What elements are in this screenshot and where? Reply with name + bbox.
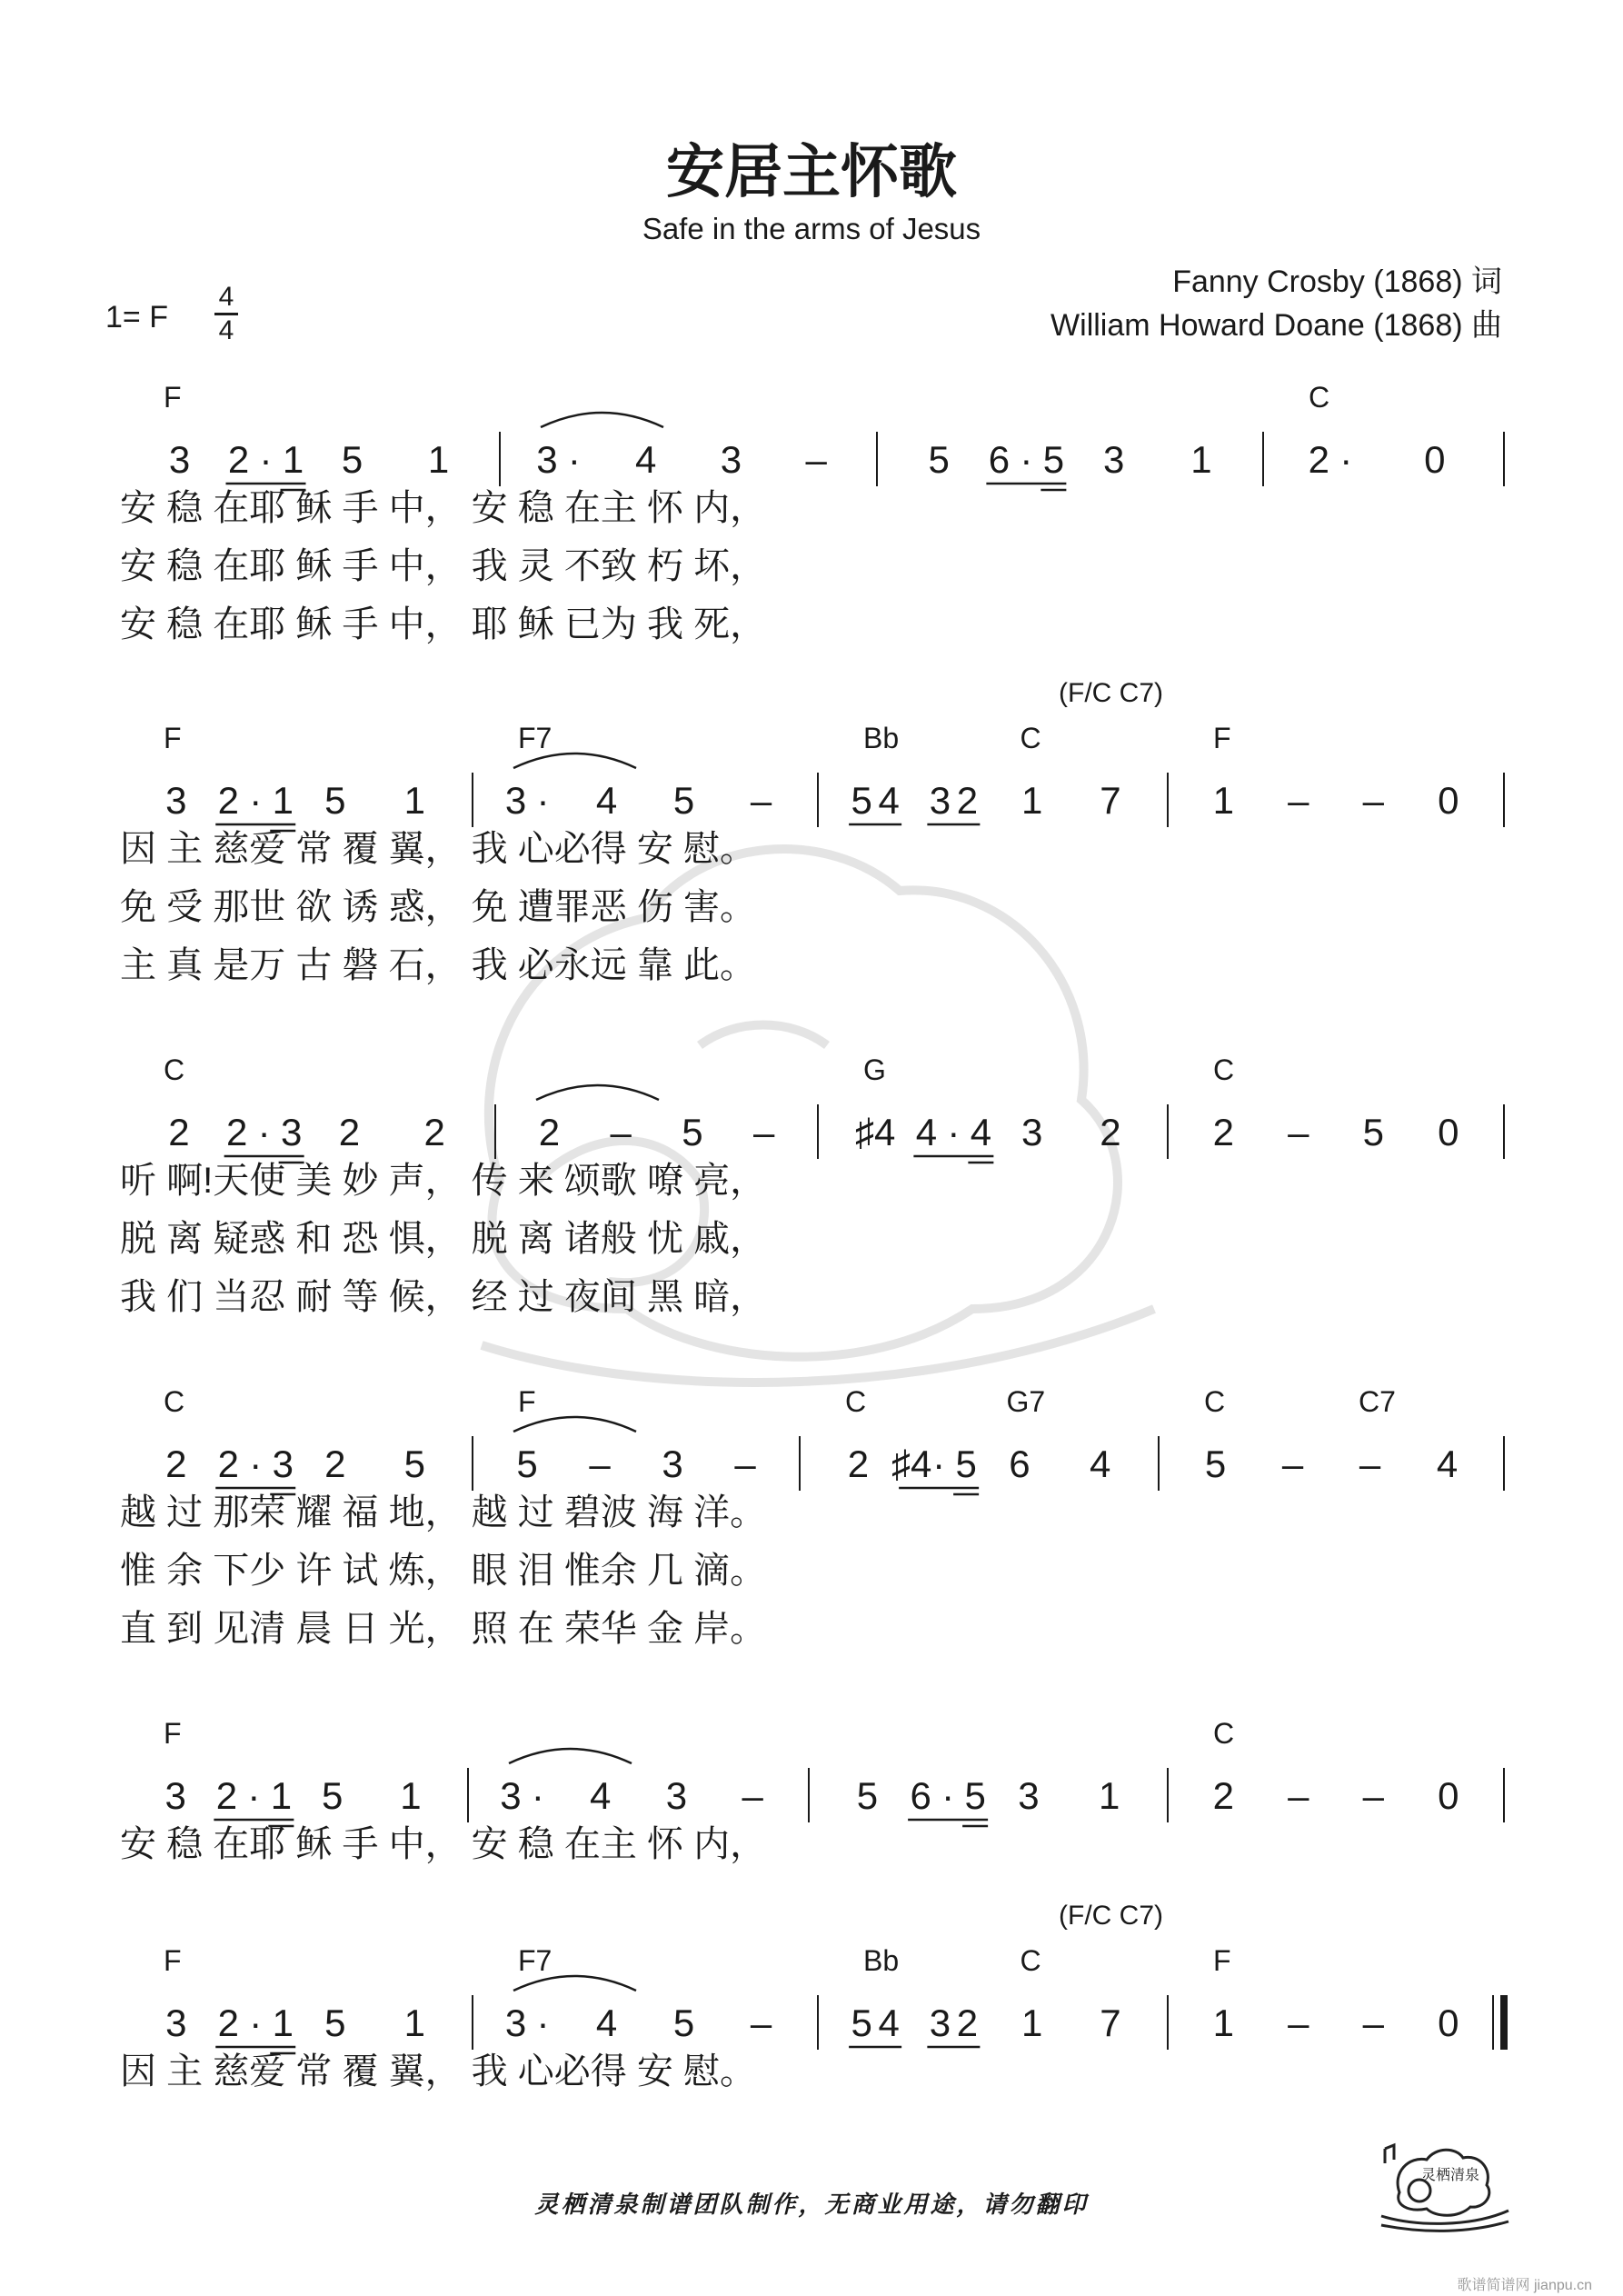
- lyric-line: 越 过 那荣 耀 福 地， 越 过 碧波 海 洋。: [120, 1492, 767, 1532]
- note: 0: [1438, 1111, 1459, 1153]
- chord-symbol: C: [1213, 1053, 1235, 1086]
- note: 3: [168, 438, 191, 481]
- chord-symbol: G: [863, 1053, 886, 1086]
- note: ·: [932, 1442, 946, 1485]
- note: 2: [538, 1111, 561, 1153]
- note: 1: [1212, 2002, 1234, 2044]
- note: –: [1281, 1442, 1304, 1485]
- note: –: [610, 1111, 632, 1153]
- note: –: [742, 1774, 763, 1817]
- note: ·: [941, 1774, 955, 1817]
- note: 2: [165, 1442, 187, 1485]
- chord-symbol: C: [1309, 381, 1330, 414]
- note: ·: [249, 2002, 263, 2044]
- note: 4: [878, 779, 900, 822]
- note: 2: [215, 1774, 238, 1817]
- note: 5: [928, 438, 950, 481]
- note: 5: [964, 1774, 986, 1817]
- note: 2: [1308, 438, 1329, 481]
- note: 3: [720, 438, 742, 481]
- note: ·: [247, 1774, 261, 1817]
- page-subtitle: Safe in the arms of Jesus: [642, 212, 981, 245]
- chord-symbol: Bb: [863, 722, 900, 754]
- note: –: [1359, 1442, 1381, 1485]
- note: 4: [595, 2002, 618, 2044]
- note: 2: [338, 1111, 361, 1153]
- lyric-line: 主 真 是万 古 磐 石， 我 必永远 靠 此。: [120, 945, 757, 985]
- note: ·: [257, 1111, 271, 1153]
- note: 3: [504, 779, 527, 822]
- note: 1: [272, 779, 294, 822]
- note: 1: [282, 438, 304, 481]
- logo-text: 灵栖清泉: [1420, 2166, 1480, 2183]
- note: 3: [504, 2002, 527, 2044]
- note: 7: [1100, 779, 1121, 822]
- note: 1: [272, 2002, 294, 2044]
- note: –: [750, 779, 772, 822]
- note: 5: [1362, 1111, 1384, 1153]
- note: 5: [672, 2002, 695, 2044]
- note: 2: [227, 438, 250, 481]
- note: 5: [1204, 1442, 1227, 1485]
- note: 2: [847, 1442, 870, 1485]
- sheep-logo-icon: [1372, 2136, 1518, 2236]
- note: 1: [1021, 2002, 1043, 2044]
- note: 3: [1021, 1111, 1043, 1153]
- chord-symbol: G7: [1006, 1385, 1046, 1418]
- note: 2: [1100, 1111, 1121, 1153]
- note: ·: [1020, 438, 1033, 481]
- lyric-line: 安 稳 在耶 稣 手 中， 安 稳 在主 怀 内，: [120, 1824, 767, 1864]
- note: ·: [567, 438, 581, 481]
- lyric-line: 我 们 当忍 耐 等 候， 经 过 夜间 黑 暗，: [120, 1277, 767, 1317]
- chord-symbol: C: [1020, 1944, 1041, 1977]
- note: 3: [929, 2002, 951, 2044]
- footer-note: 灵栖清泉制谱团队制作，无商业用途，请勿翻印: [534, 2191, 1089, 2219]
- note: 4: [878, 2002, 900, 2044]
- note: 5: [955, 1442, 977, 1485]
- note: 2: [324, 1442, 346, 1485]
- note: 3: [165, 2002, 187, 2044]
- note: 3: [165, 779, 187, 822]
- note: 5: [321, 1774, 344, 1817]
- note: 3: [665, 1774, 688, 1817]
- final-barline-thick: [1500, 1995, 1508, 2050]
- note: 5: [403, 1442, 425, 1485]
- note: –: [589, 1442, 611, 1485]
- note: 0: [1438, 1774, 1459, 1817]
- note: –: [1288, 1774, 1309, 1817]
- lyric-line: 因 主 慈爱 常 覆 翼， 我 心必得 安 慰。: [120, 2051, 757, 2091]
- note: ·: [249, 1442, 263, 1485]
- note: 5: [851, 2002, 872, 2044]
- note: –: [1362, 1774, 1384, 1817]
- note: 3: [536, 438, 558, 481]
- note: 3: [280, 1111, 303, 1153]
- note: ♯4: [854, 1111, 896, 1153]
- note: ♯4: [891, 1442, 932, 1485]
- lyric-line: 安 稳 在耶 稣 手 中， 安 稳 在主 怀 内，: [120, 488, 767, 528]
- note: 3: [272, 1442, 294, 1485]
- time-sig-bottom: 4: [218, 315, 234, 345]
- note: 4: [970, 1111, 992, 1153]
- chord-symbol: F: [164, 1944, 182, 1977]
- slur: [536, 1085, 659, 1100]
- chord-symbol: C7: [1359, 1385, 1396, 1418]
- chord-symbol: F: [164, 1717, 182, 1750]
- note: 2: [225, 1111, 248, 1153]
- note: 6: [910, 1774, 931, 1817]
- time-sig-top: 4: [218, 282, 234, 312]
- note: 6: [988, 438, 1011, 481]
- note: 2: [1212, 1774, 1234, 1817]
- lyric-line: 因 主 慈爱 常 覆 翼， 我 心必得 安 慰。: [120, 829, 757, 869]
- note: ·: [947, 1111, 961, 1153]
- note: 1: [1190, 438, 1212, 481]
- note: 2: [423, 1111, 445, 1153]
- note: 4: [1089, 1442, 1111, 1485]
- slur: [513, 1417, 636, 1432]
- note: –: [750, 2002, 772, 2044]
- note: 1: [400, 1774, 422, 1817]
- note: –: [805, 438, 827, 481]
- chord-symbol: C: [1020, 722, 1041, 754]
- note: 4: [595, 779, 618, 822]
- slur: [513, 754, 636, 768]
- note: 3: [1102, 438, 1125, 481]
- note: 5: [856, 1774, 879, 1817]
- note: –: [1288, 779, 1309, 822]
- note: 0: [1438, 779, 1459, 822]
- note: 2: [217, 779, 239, 822]
- note: 3: [662, 1442, 683, 1485]
- note: ·: [249, 779, 263, 822]
- note: ·: [536, 2002, 550, 2044]
- note: –: [1362, 779, 1384, 822]
- note: 5: [851, 779, 872, 822]
- note: 1: [1021, 779, 1043, 822]
- note: 2: [217, 2002, 239, 2044]
- note: –: [1288, 1111, 1309, 1153]
- note: ·: [536, 779, 550, 822]
- chord-symbol: F7: [518, 1944, 553, 1977]
- chord-symbol: F: [164, 381, 182, 414]
- chord-symbol: C: [845, 1385, 867, 1418]
- lyric-line: 脱 离 疑惑 和 恐 惧， 脱 离 诸般 忧 戚，: [120, 1219, 767, 1259]
- lyric-line: 安 稳 在耶 稣 手 中， 我 灵 不致 朽 坏，: [120, 546, 767, 586]
- note: 5: [672, 779, 695, 822]
- slur: [513, 1976, 636, 1991]
- lyric-line: 惟 余 下少 许 试 炼， 眼 泪 惟余 几 滴。: [120, 1551, 767, 1591]
- note: 5: [516, 1442, 538, 1485]
- note: 1: [1098, 1774, 1120, 1817]
- note: 3: [164, 1774, 186, 1817]
- note: 1: [427, 438, 450, 481]
- note: 2: [956, 2002, 979, 2044]
- note: 2: [168, 1111, 190, 1153]
- chord-annotation: (F/C C7): [1059, 1901, 1163, 1931]
- note: –: [734, 1442, 756, 1485]
- page-title: 安居主怀歌: [666, 139, 957, 206]
- note: 3: [1018, 1774, 1040, 1817]
- note: 5: [682, 1111, 703, 1153]
- note: ·: [259, 438, 273, 481]
- chord-symbol: F: [518, 1385, 536, 1418]
- note: 3: [929, 779, 951, 822]
- logo: [1372, 2136, 1518, 2236]
- chord-annotation: (F/C C7): [1059, 678, 1163, 708]
- chord-symbol: C: [164, 1053, 185, 1086]
- slur: [541, 413, 663, 427]
- composer-credit: William Howard Doane (1868) 曲: [1050, 308, 1502, 343]
- chord-symbol: F: [1213, 1944, 1231, 1977]
- note: 2: [1212, 1111, 1234, 1153]
- note: 0: [1424, 438, 1446, 481]
- note: 4: [915, 1111, 938, 1153]
- chord-symbol: C: [1204, 1385, 1226, 1418]
- note: ·: [1339, 438, 1353, 481]
- slur: [509, 1749, 632, 1763]
- note: 1: [270, 1774, 293, 1817]
- note: 5: [341, 438, 363, 481]
- chord-symbol: Bb: [863, 1944, 900, 1977]
- note: 2: [956, 779, 979, 822]
- key-signature: 1= F: [105, 300, 168, 334]
- chord-symbol: C: [164, 1385, 185, 1418]
- chord-symbol: F: [164, 722, 182, 754]
- lyricist-credit: Fanny Crosby (1868) 词: [1172, 265, 1502, 299]
- note: 4: [589, 1774, 612, 1817]
- lyric-line: 免 受 那世 欲 诱 惑， 免 遭罪恶 伤 害。: [120, 887, 757, 927]
- chord-symbol: C: [1213, 1717, 1235, 1750]
- note: 2: [217, 1442, 239, 1485]
- note: 5: [324, 779, 346, 822]
- note: –: [752, 1111, 775, 1153]
- note: –: [1288, 2002, 1309, 2044]
- note: 0: [1438, 2002, 1459, 2044]
- note: 1: [1212, 779, 1234, 822]
- note: –: [1362, 2002, 1384, 2044]
- note: 6: [1009, 1442, 1031, 1485]
- chord-symbol: F7: [518, 722, 553, 754]
- lyric-line: 直 到 见清 晨 日 光， 照 在 荣华 金 岸。: [120, 1609, 767, 1649]
- chord-symbol: F: [1213, 722, 1231, 754]
- note: 7: [1100, 2002, 1121, 2044]
- note: 4: [1436, 1442, 1459, 1485]
- lyric-line: 听 啊!天使 美 妙 声， 传 来 颂歌 嘹 亮，: [120, 1161, 767, 1201]
- note: 1: [403, 2002, 425, 2044]
- lyric-line: 安 稳 在耶 稣 手 中， 耶 稣 已为 我 死，: [120, 604, 767, 644]
- source-watermark: 歌谱简谱网 jianpu.cn: [1457, 2278, 1592, 2293]
- note: 3: [500, 1774, 522, 1817]
- note: 4: [634, 438, 657, 481]
- note: ·: [531, 1774, 544, 1817]
- note: 5: [324, 2002, 346, 2044]
- note: 1: [403, 779, 425, 822]
- note: 5: [1042, 438, 1065, 481]
